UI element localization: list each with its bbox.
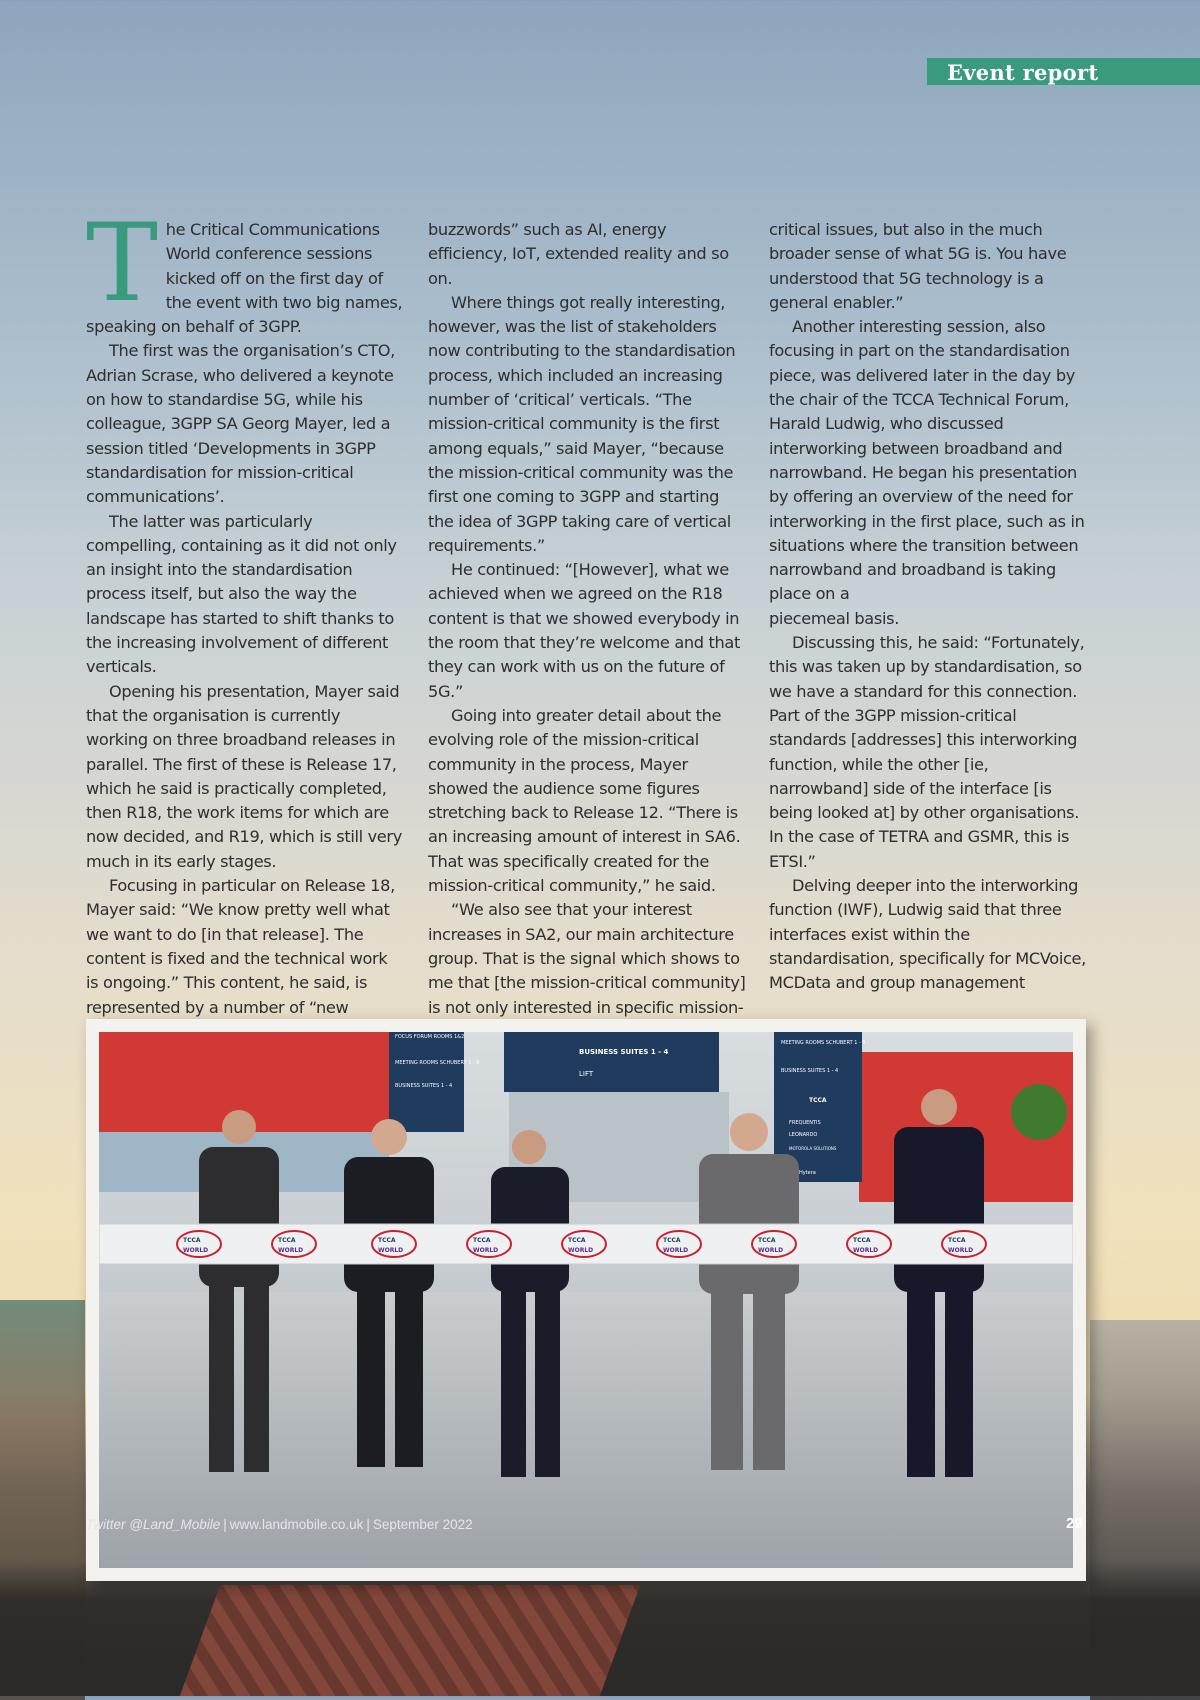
article-column-1: [86, 201, 404, 1020]
article-column-3: [769, 218, 1087, 996]
sign-right-sponsor3: MOTOROLA SOLUTIONS: [789, 1146, 837, 1151]
svg-text:TCCA: TCCA: [948, 1237, 966, 1244]
photo-frame: [86, 1019, 1086, 1581]
paragraph: Opening his presentation, Mayer said that the organisation is currently working on three broadband releases in parallel. The first of these is Release 17, which he said is practically completed, then R18, the work items for which are now decided, and R19, which is still very much in its early stages.: [86, 681, 402, 871]
footer-site-link[interactable]: www.landmobile.co.uk: [229, 1517, 364, 1532]
ribbon-cutting-photo: [99, 1032, 1073, 1568]
svg-text:TCCA: TCCA: [278, 1237, 296, 1244]
sign-right-sponsor2: LEONARDO: [789, 1132, 818, 1138]
svg-text:WORLD: WORLD: [663, 1247, 689, 1254]
svg-text:WORLD: WORLD: [948, 1247, 974, 1254]
svg-text:WORLD: WORLD: [183, 1247, 209, 1254]
paragraph: He continued: “[However], what we achieved when we agreed on the R18 content is that we showed everybody in the room that they’re welcome and that they can work with us on the future of 5G.”: [428, 560, 740, 701]
footer-date: September 2022: [372, 1517, 473, 1532]
paragraph: Discussing this, he said: “Fortunately, this was taken up by standardisation, so we have a standard for this connection. Part of the 3GPP mission-critical standards [addresses] this interworking function, while the other [ie, narrowband] side of the interface [is being looked at] by other organisations. In the case of TETRA and GSMR, this is ETSI.”: [769, 633, 1085, 871]
paragraph: piecemeal basis.: [769, 608, 899, 628]
paragraph-text: he Critical Communications World conference sessions kicked off on the first day of the event with two big names, speaking on behalf of 3GPP.: [86, 220, 403, 337]
photo-illustration: [99, 1032, 1073, 1568]
sign-right-sponsor4: Hytera: [799, 1170, 816, 1176]
svg-text:TCCA: TCCA: [473, 1237, 491, 1244]
paragraph: Focusing in particular on Release 18, Mayer said: “We know pretty well what we want to do [in that release]. The content is fixed and the technical work is ongoing.” This content, he said, is represented by a number of “new: [86, 876, 395, 1017]
sign-left: [389, 1032, 464, 1132]
sign-right-top: MEETING ROOMS SCHUBERT 1 - 6: [781, 1040, 866, 1046]
sign-center: [504, 1032, 719, 1092]
background-roof-tiles: [180, 1585, 640, 1696]
page-footer: [86, 1517, 473, 1532]
sign-center-lift: LIFT: [579, 1070, 594, 1078]
svg-text:TCCA: TCCA: [853, 1237, 871, 1244]
paragraph: Another interesting session, also focusing in part on the standardisation piece, was delivered later in the day by the chair of the TCCA Technical Forum, Harald Ludwig, who discussed interworking between broadband and narrowband. He began his presentation by offering an overview of the need for interworking in the first place, such as in situations where the transition between narrowband and broadband is taking place on a: [769, 317, 1085, 604]
sign-right-tcca: TCCA: [809, 1097, 827, 1104]
plant: [1011, 1084, 1067, 1140]
svg-text:WORLD: WORLD: [568, 1247, 594, 1254]
svg-text:TCCA: TCCA: [378, 1237, 396, 1244]
sign-left-top: FOCUS FORUM ROOMS 1&2: [395, 1034, 465, 1040]
svg-text:WORLD: WORLD: [758, 1247, 784, 1254]
paragraph: The first was the organisation’s CTO, Adrian Scrase, who delivered a keynote on how to standardise 5G, while his colleague, 3GPP SA Georg Mayer, led a session titled ‘Developments in 3GPP standardisation for mission-critical communications’.: [86, 341, 395, 507]
page-number: 29: [1066, 1515, 1083, 1532]
svg-text:WORLD: WORLD: [473, 1247, 499, 1254]
sign-left-mid: MEETING ROOMS SCHUBERT 1 - 6: [395, 1060, 480, 1066]
paragraph: [86, 201, 404, 339]
sign-center-main: BUSINESS SUITES 1 - 4: [579, 1048, 669, 1056]
svg-text:TCCA: TCCA: [758, 1237, 776, 1244]
svg-text:WORLD: WORLD: [378, 1247, 404, 1254]
paragraph: critical issues, but also in the much broader sense of what 5G is. You have understood that 5G technology is a general enabler.”: [769, 220, 1067, 312]
svg-text:TCCA: TCCA: [568, 1237, 586, 1244]
paragraph: Where things got really interesting, however, was the list of stakeholders now contributing to the standardisation process, which included an increasing number of ‘critical’ verticals. “The mission-critical community is the first among equals,” said Mayer, “because the mission-critical community was the first one coming to 3GPP and starting the idea of 3GPP taking care of vertical requirements.”: [428, 292, 736, 555]
paragraph: buzzwords” such as AI, energy efficiency, IoT, extended reality and so on.: [428, 220, 729, 288]
footer-twitter: Twitter @Land_Mobile: [86, 1517, 221, 1532]
paragraph: “We also see that your interest increases in SA2, our main architecture group. That is the signal which shows to me that [the mission-critical community] is not only interested in specific mission-: [428, 900, 746, 1017]
paragraph: Going into greater detail about the evolving role of the mission-critical community in the process, Mayer showed the audience some figures stretching back to Release 12. “There is an increasing amount of interest in SA6. That was specifically created for the mission-critical community,” he said.: [428, 705, 741, 896]
sign-right-mid: BUSINESS SUITES 1 - 4: [781, 1068, 839, 1074]
svg-text:TCCA: TCCA: [183, 1237, 201, 1244]
sign-right-sponsor1: FREQUENTIS: [789, 1120, 821, 1126]
paragraph: The latter was particularly compelling, containing as it did not only an insight into the standardisation process itself, but also the way the landscape has started to shift thanks to the increasing involvement of different verticals.: [86, 511, 397, 677]
footer-separator: |: [223, 1517, 227, 1532]
ribbon: [99, 1224, 1073, 1264]
section-tag: [927, 58, 1200, 85]
sign-left-bot: BUSINESS SUITES 1 - 4: [395, 1083, 453, 1089]
article-column-2: [428, 218, 746, 1020]
dropcap: T: [86, 201, 158, 326]
footer-separator: |: [366, 1517, 370, 1532]
svg-text:TCCA: TCCA: [663, 1237, 681, 1244]
svg-text:WORLD: WORLD: [853, 1247, 879, 1254]
paragraph: Delving deeper into the interworking function (IWF), Ludwig said that three interfaces exist within the standardisation, specifically for MCVoice, MCData and group management: [769, 876, 1086, 993]
section-tag-label: Event report: [947, 60, 1099, 85]
svg-text:WORLD: WORLD: [278, 1247, 304, 1254]
